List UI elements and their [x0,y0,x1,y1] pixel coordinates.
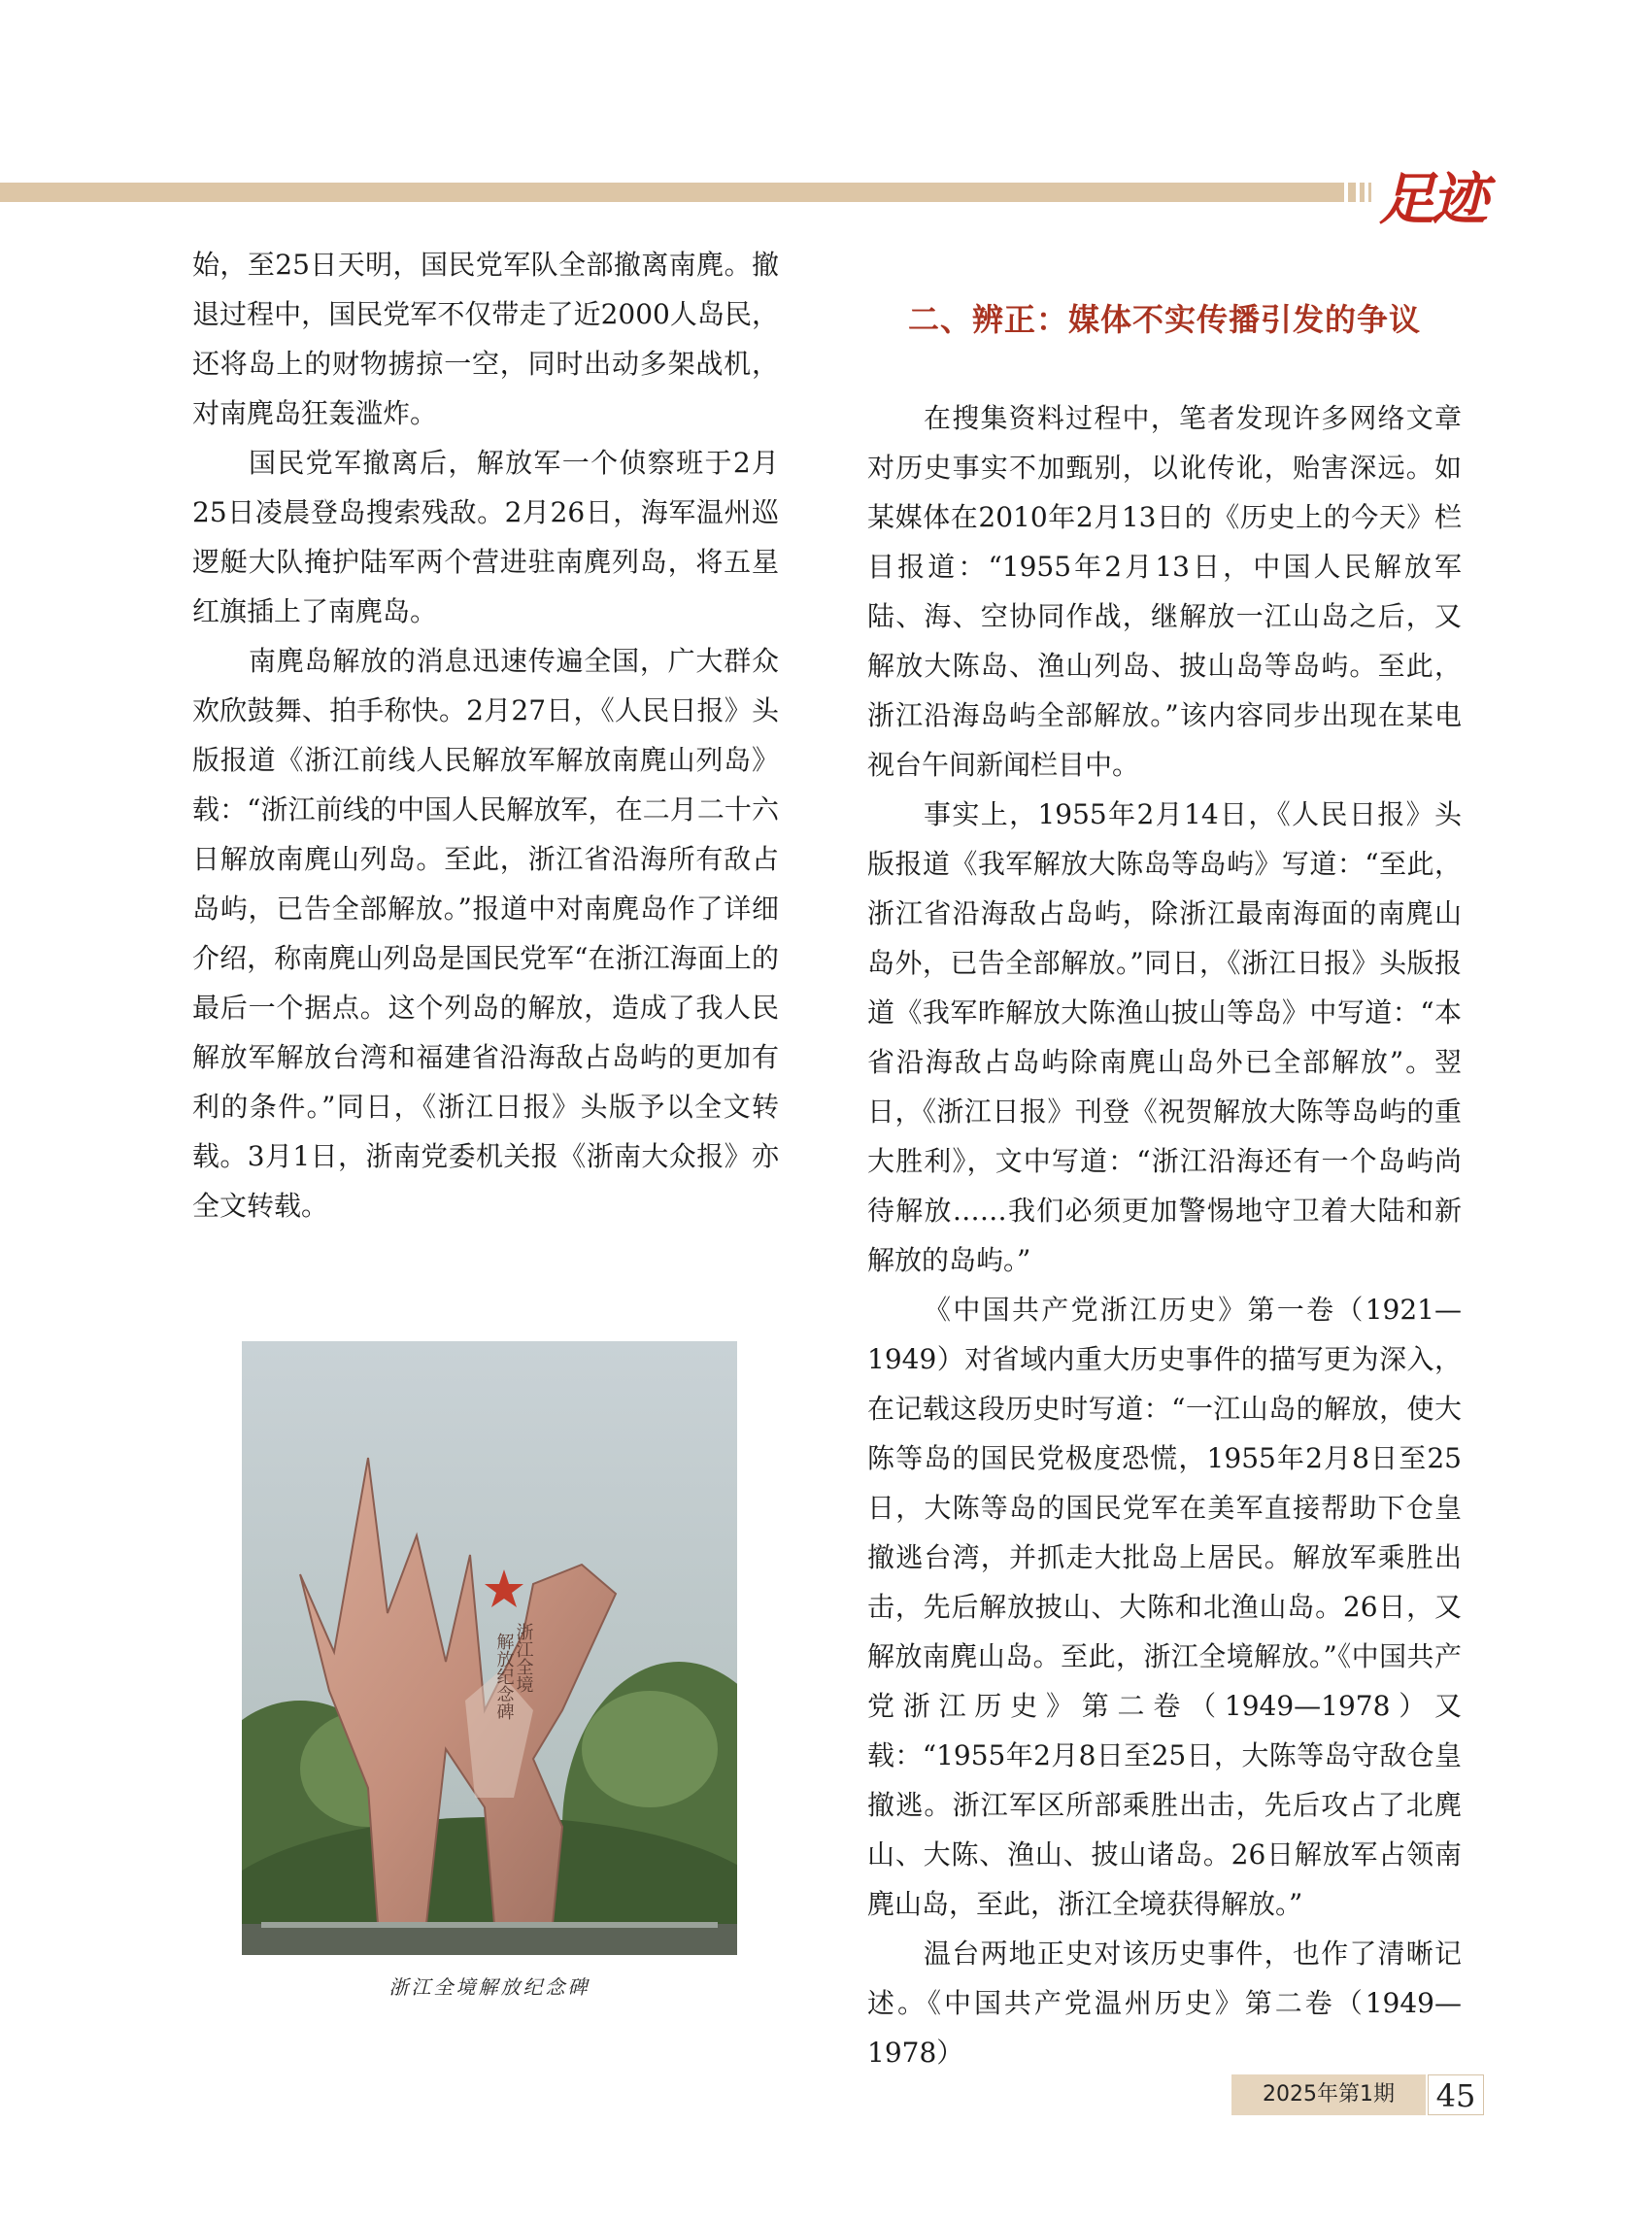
paragraph: 在搜集资料过程中，笔者发现许多网络文章对历史事实不加甄别，以讹传讹，贻害深远。如某媒体在2010年2月13日的《历史上的今天》栏目报道：“1955年2月13日，中国人民解放军陆、海、空协同作战，继解放一江山岛之后，又解放大陈岛、渔山列岛、披山岛等岛屿。至此，浙江沿海岛屿全部解放。”该内容同步出现在某电视台午间新闻栏目中。 [867,402,1462,781]
paragraph: 《中国共产党浙江历史》第一卷（1921—1949）对省域内重大历史事件的描写更为深入，在记载这段历史时写道：“一江山岛的解放，使大陈等岛的国民党极度恐慌，1955年2月8日至25日，大陈等岛的国民党军在美军直接帮助下仓皇撤逃台湾，并抓走大批岛上居民。解放军乘胜出击，先后解放披山、大陈和北渔山岛。26日，又解放南麂山岛。至此，浙江全境解放。”《中国共产党浙江历史》第二卷（1949—1978）又载：“1955年2月8日至25日，大陈等岛守敌仓皇撤逃。浙江军区所部乘胜出击，先后攻占了北麂山、大陈、渔山、披山诸岛。26日解放军占领南麂山岛，至此，浙江全境获得解放。” [867,1294,1462,1920]
issue-label: 2025年第1期 [1231,2074,1426,2115]
page-number: 45 [1428,2074,1484,2115]
monument-illustration [242,1341,737,1955]
paragraph: 始，至25日天明，国民党军队全部撤离南麂。撤退过程中，国民党军不仅带走了近2000人岛民，还将岛上的财物掳掠一空，同时出动多架战机，对南麂岛狂轰滥炸。 [192,249,779,429]
inscription-line1: 浙江全境 [513,1623,534,1693]
paragraph: 事实上，1955年2月14日，《人民日报》头版报道《我军解放大陈岛等岛屿》写道：“至此，浙江省沿海敌占岛屿，除浙江最南海面的南麂山岛外，已告全部解放。”同日，《浙江日报》头版报道《我军昨解放大陈渔山披山等岛》中写道：“本省沿海敌占岛屿除南麂山岛外已全部解放”。翌日，《浙江日报》刊登《祝贺解放大陈等岛屿的重大胜利》，文中写道：“浙江沿海还有一个岛屿尚待解放……我们必须更加警惕地守卫着大陆和新解放的岛屿。” [867,798,1462,1276]
header-dash [1360,183,1365,202]
paragraph: 温台两地正史对该历史事件，也作了清晰记述。《中国共产党温州历史》第二卷（1949—1978） [867,1938,1462,2069]
header-band [0,183,1344,202]
paragraph: 南麂岛解放的消息迅速传遍全国，广大群众欢欣鼓舞、拍手称快。2月27日，《人民日报》头版报道《浙江前线人民解放军解放南麂山列岛》载：“浙江前线的中国人民解放军，在二月二十六日解放南麂山列岛。至此，浙江省沿海所有敌占岛屿，已告全部解放。”报道中对南麂岛作了详细介绍，称南麂山列岛是国民党军“在浙江海面上的最后一个据点。这个列岛的解放，造成了我人民解放军解放台湾和福建省沿海敌占岛屿的更加有利的条件。”同日，《浙江日报》头版予以全文转载。3月1日，浙南党委机关报《浙南大众报》亦全文转载。 [192,645,779,1222]
left-column [192,240,779,1230]
right-column [867,393,1462,2077]
header-dash [1368,183,1371,202]
photo-caption: 浙江全境解放纪念碑 [388,1975,590,1999]
inscription-line2: 解放纪念碑 [493,1633,515,1720]
column-brand: 足迹 [1379,166,1485,232]
header-dash [1348,183,1356,202]
section-heading: 二、辨正：媒体不实传播引发的争议 [907,301,1421,338]
monument-photo [242,1341,737,1955]
paragraph: 国民党军撤离后，解放军一个侦察班于2月25日凌晨登岛搜索残敌。2月26日，海军温州巡逻艇大队掩护陆军两个营进驻南麂列岛，将五星红旗插上了南麂岛。 [192,447,779,627]
